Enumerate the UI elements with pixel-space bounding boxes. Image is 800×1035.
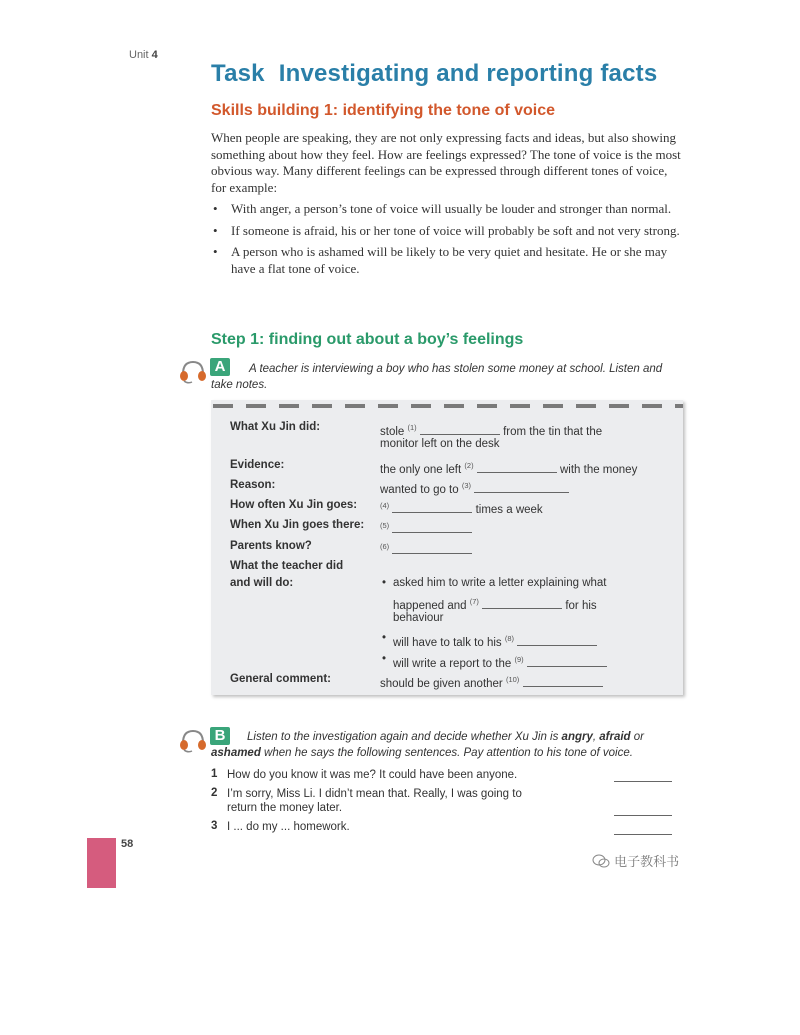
page-number: 58 — [121, 838, 134, 850]
wechat-icon — [592, 854, 610, 868]
teacher-action-2: will have to talk to his $^{(8)}$ — [393, 630, 597, 652]
question-text: How do you know it was me? It could have been anyone. — [227, 769, 518, 781]
blank-4[interactable] — [392, 502, 472, 513]
answer-line-2[interactable] — [614, 814, 672, 816]
teacher-action-3: will write a report to the $^{(9)}$ — [393, 651, 607, 673]
parents-value: (6) — [380, 538, 472, 560]
blank-9[interactable] — [527, 656, 607, 667]
when-label: When Xu Jin goes there: — [230, 519, 365, 531]
question-text: I’m sorry, Miss Li. I didn’t mean that. Really, I was going to — [227, 788, 522, 800]
teacher-label-1: What the teacher did — [230, 560, 344, 572]
notepad-perforation — [213, 404, 683, 408]
when-value: (5) — [380, 517, 472, 539]
blank-8[interactable] — [517, 635, 597, 646]
teacher-bullet-dot-1: • — [382, 577, 387, 589]
skills-heading: Skills building 1: identifying the tone of voice — [211, 102, 556, 119]
section-b-badge: B — [210, 727, 230, 745]
blank-10[interactable] — [523, 676, 603, 687]
blank-3[interactable] — [474, 482, 569, 493]
question-number: 2 — [211, 787, 218, 799]
how-often-label: How often Xu Jin goes: — [230, 499, 358, 511]
general-value: should be given another $^{(10)}$ — [380, 671, 603, 693]
reason-value: wanted to go to $^{(3)}$ — [380, 477, 569, 499]
step1-heading: Step 1: finding out about a boy’s feelings — [211, 331, 524, 348]
what-value-line2: monitor left on the desk — [380, 438, 500, 450]
bullet-anger: • With anger, a person’s tone of voice will usually be louder and stronger than normal. — [211, 201, 681, 218]
headphones-icon — [178, 727, 208, 753]
page-number-bar — [87, 838, 116, 888]
question-number: 3 — [211, 820, 218, 832]
section-b-instruction: Listen to the investigation again and decide whether Xu Jin is angry, afraid or ashamed when he says the following sentences. Pay attention to his tone of voice. — [211, 731, 645, 759]
question-text: I ... do my ... homework. — [227, 821, 350, 833]
tone-bullet-list — [211, 201, 681, 282]
question-text-line2: return the money later. — [227, 802, 343, 814]
teacher-action-1-line2: happened and $^{(7)}$ for his — [393, 597, 597, 612]
blank-6[interactable] — [392, 543, 472, 554]
teacher-bullet-dot-3: • — [382, 653, 387, 665]
page-title: Task Investigating and reporting facts — [211, 60, 658, 87]
blank-2[interactable] — [477, 462, 557, 473]
teacher-label-2: and will do: — [230, 577, 294, 589]
teacher-action-1-line1: asked him to write a letter explaining what — [393, 577, 607, 589]
general-label: General comment: — [230, 673, 331, 685]
section-a-instruction: A teacher is interviewing a boy who has stolen some money at school. Listen and take notes. — [211, 363, 663, 391]
what-label: What Xu Jin did: — [230, 421, 321, 433]
reason-label: Reason: — [230, 479, 276, 491]
what-value: stole $^{(1)}$ from the tin that the — [380, 423, 603, 438]
evidence-value: the only one left $^{(2)}$ with the money — [380, 461, 638, 476]
teacher-bullet-dot-2: • — [382, 632, 387, 644]
how-often-value: $^{(4)}$ times a week — [380, 501, 543, 516]
bullet-afraid: • If someone is afraid, his or her tone of voice will probably be soft and not very strong. — [211, 223, 681, 240]
section-a-badge: A — [210, 358, 230, 376]
intro-paragraph: When people are speaking, they are not only expressing facts and ideas, but also showing something about how they feel. How are feelings expressed? The tone of voice is the most obvious way. Many different feelings can be expressed through different tones of voice, for example: — [211, 130, 681, 195]
blank-7[interactable] — [482, 598, 562, 609]
headphones-icon — [178, 358, 208, 384]
unit-label: Unit 4 — [129, 49, 158, 61]
blank-5[interactable] — [392, 522, 472, 533]
answer-line-3[interactable] — [614, 833, 672, 835]
bullet-ashamed: • A person who is ashamed will be likely to be very quiet and hesitate. He or she may have a flat tone of voice. — [211, 244, 681, 277]
question-number: 1 — [211, 768, 218, 780]
teacher-action-1-line3: behaviour — [393, 612, 444, 624]
answer-line-1[interactable] — [614, 780, 672, 782]
blank-1[interactable] — [420, 424, 500, 435]
watermark: 电子教科书 — [592, 851, 679, 870]
parents-label: Parents know? — [230, 540, 312, 552]
evidence-label: Evidence: — [230, 459, 285, 471]
